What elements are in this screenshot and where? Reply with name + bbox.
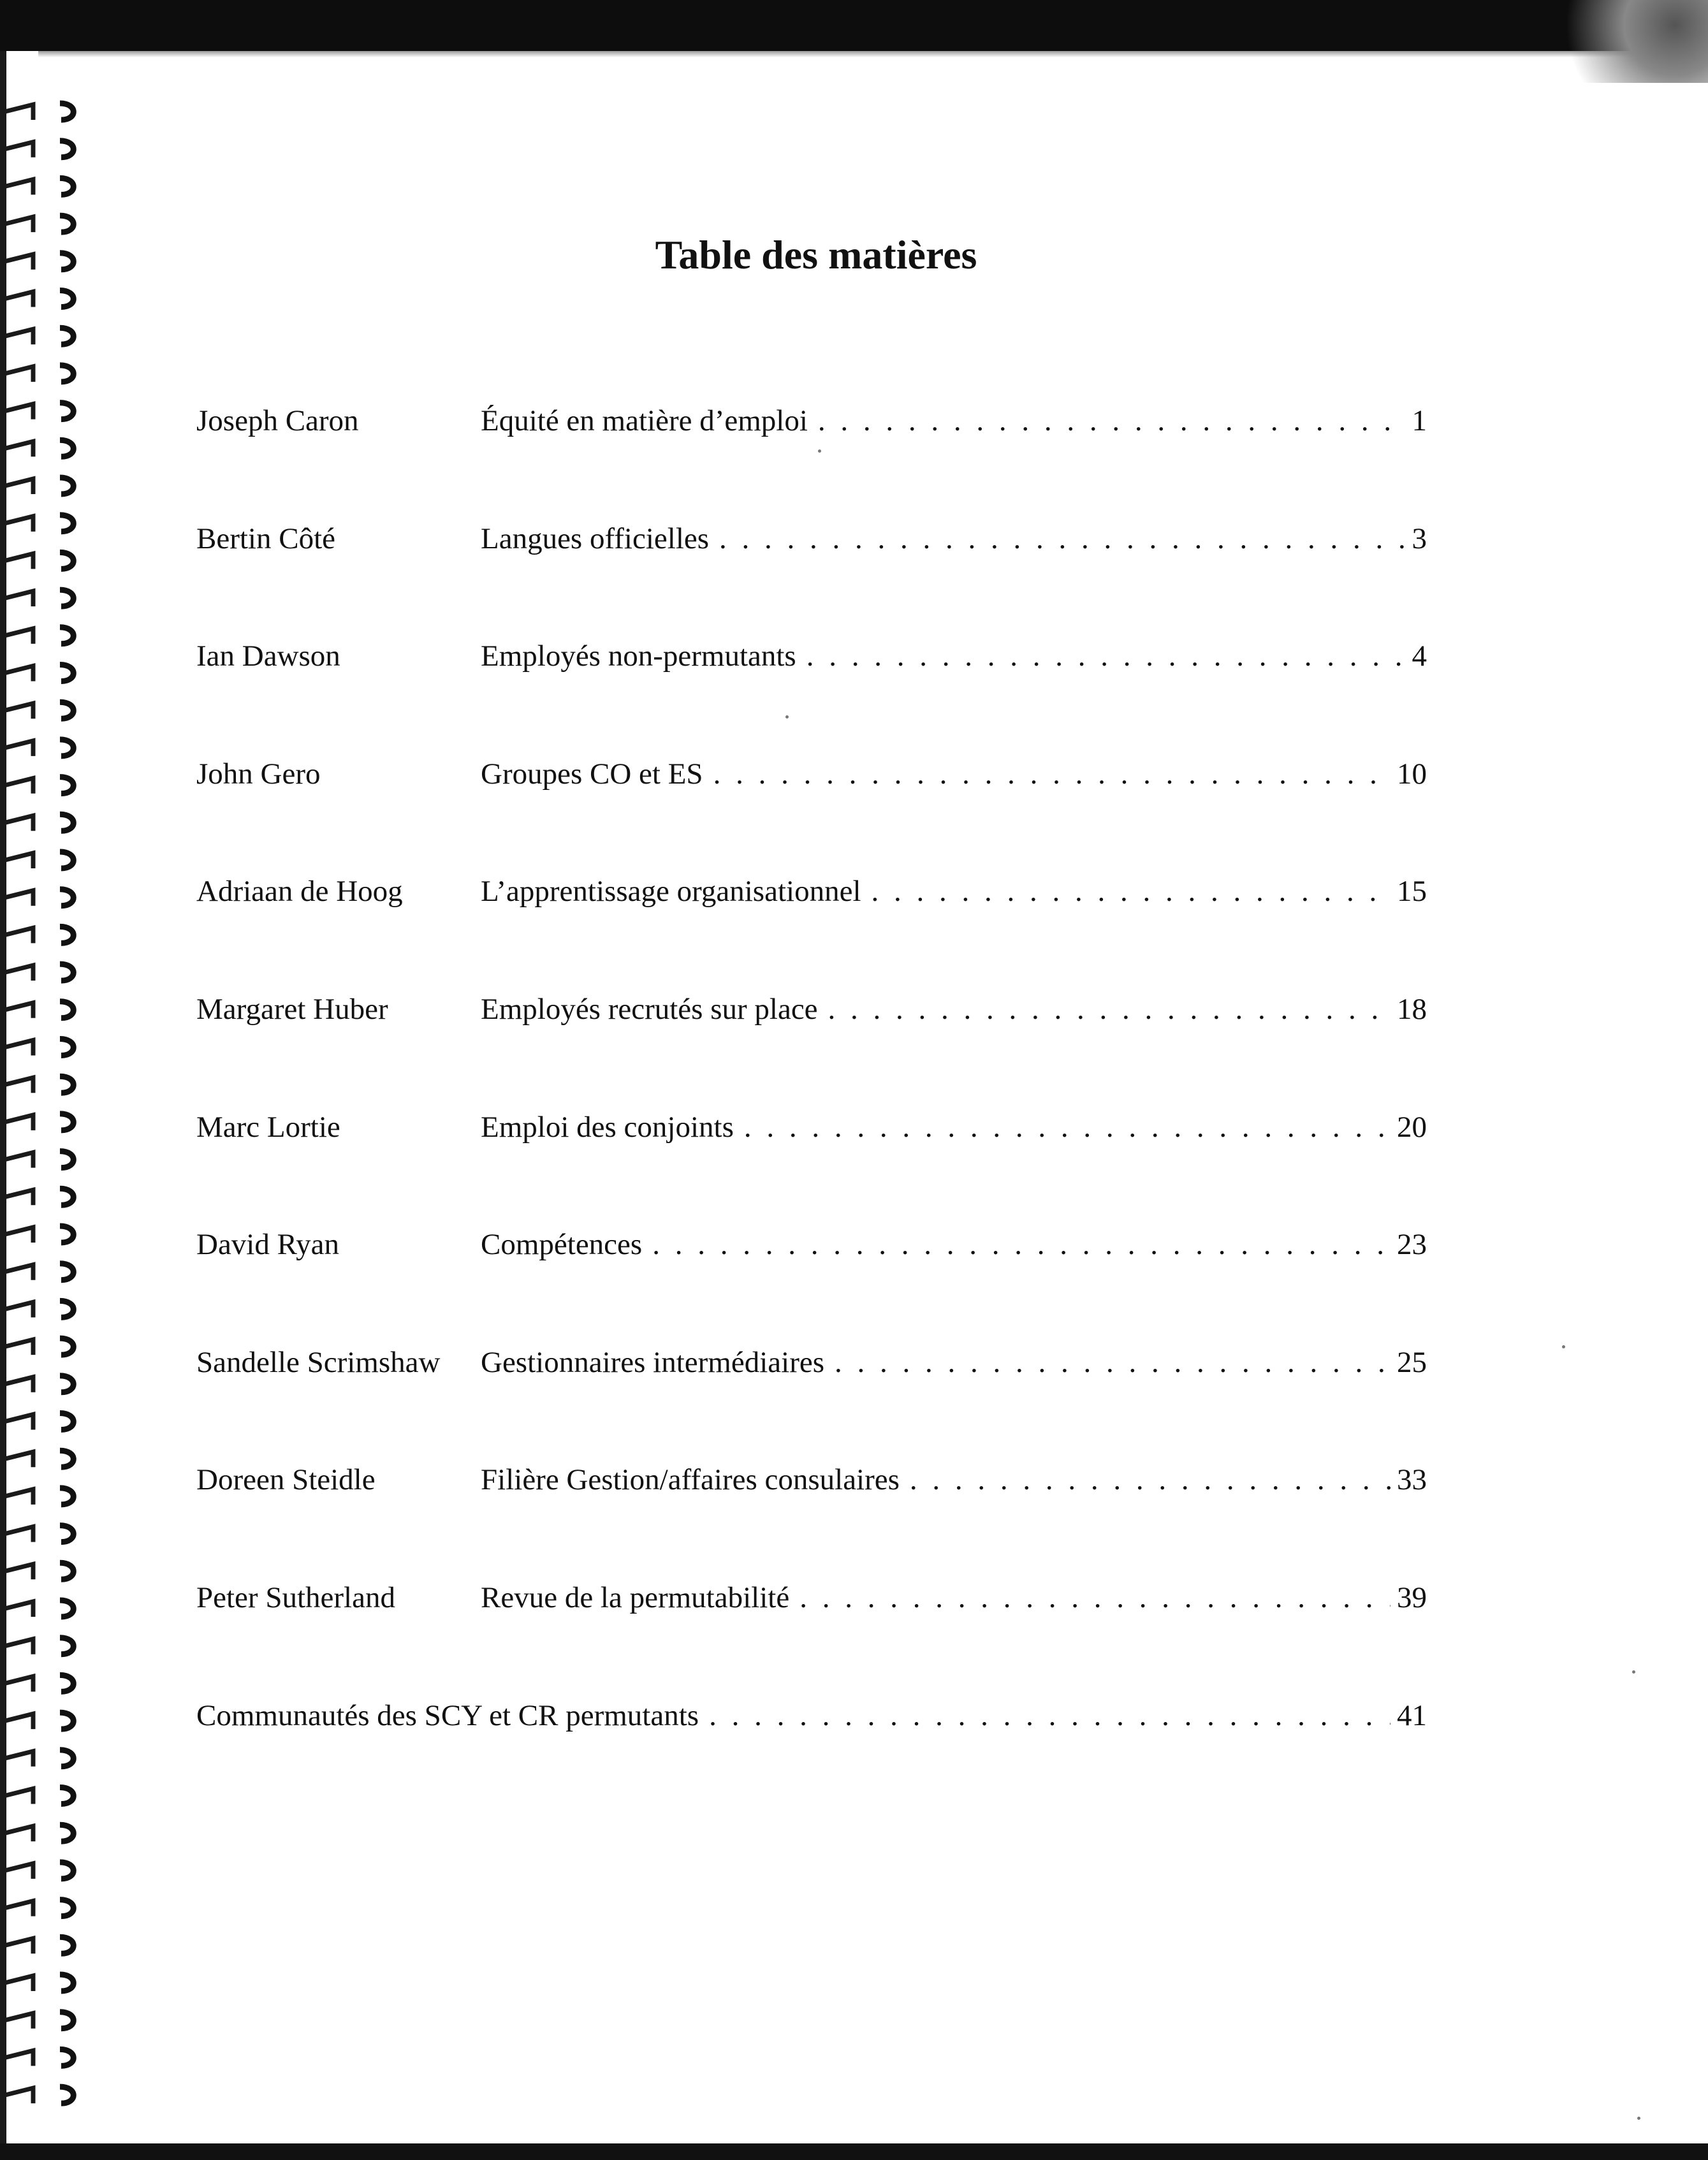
toc-author: Adriaan de Hoog xyxy=(196,875,403,909)
toc-dot-leader xyxy=(719,513,1405,564)
spiral-ring xyxy=(3,2087,73,2103)
spiral-ring xyxy=(3,852,73,868)
spiral-ring xyxy=(3,1900,73,1916)
spiral-ring xyxy=(3,1974,73,1991)
toc-row xyxy=(196,1690,1427,1808)
toc-row xyxy=(196,1219,1427,1337)
toc-entry xyxy=(481,866,1427,917)
spiral-ring xyxy=(3,1937,73,1953)
scan-speck xyxy=(785,715,789,719)
toc-row xyxy=(196,984,1427,1102)
toc-dot-leader xyxy=(818,395,1406,446)
toc-entry xyxy=(481,513,1427,564)
spiral-ring xyxy=(3,178,73,194)
toc-entry xyxy=(481,1337,1427,1388)
toc-author: Margaret Huber xyxy=(196,992,388,1026)
toc-topic: L’apprentissage organisationnel xyxy=(481,875,861,909)
toc-row xyxy=(196,1572,1427,1690)
spiral-ring xyxy=(3,2049,73,2066)
spiral-ring xyxy=(3,103,73,120)
toc-row xyxy=(196,1454,1427,1572)
toc-entry xyxy=(481,1102,1427,1153)
spiral-ring xyxy=(3,777,73,794)
toc-page-number: 33 xyxy=(1397,1463,1427,1497)
toc-dot-leader xyxy=(709,1690,1390,1741)
toc-author: Marc Lortie xyxy=(196,1110,340,1144)
scan-bottom-border xyxy=(0,2143,1708,2160)
spiral-ring xyxy=(3,665,73,682)
toc-topic: Employés non-permutants xyxy=(481,639,796,673)
scan-top-edge xyxy=(38,51,1670,57)
scan-speck xyxy=(1632,1670,1635,1674)
toc-row xyxy=(196,631,1427,748)
toc-author: Joseph Caron xyxy=(196,404,359,437)
toc-topic: Gestionnaires intermédiaires xyxy=(481,1345,825,1379)
spiral-ring xyxy=(3,1750,73,1767)
spiral-ring xyxy=(3,1788,73,1804)
spiral-ring xyxy=(3,1226,73,1243)
toc-dot-leader xyxy=(713,748,1390,799)
spiral-ring xyxy=(3,1264,73,1280)
spiral-ring xyxy=(3,590,73,606)
spiral-ring xyxy=(3,403,73,420)
toc-row xyxy=(196,866,1427,984)
toc-dot-leader xyxy=(828,984,1390,1035)
spiral-ring xyxy=(3,1675,73,1691)
toc-row xyxy=(196,513,1427,631)
toc-dot-leader xyxy=(835,1337,1390,1388)
toc-topic: Communautés des SCY et CR permutants xyxy=(196,1698,699,1732)
toc-entry xyxy=(481,1454,1427,1505)
toc-topic: Équité en matière d’emploi xyxy=(481,404,808,437)
scan-speck xyxy=(1637,2117,1640,2120)
spiral-ring xyxy=(3,1076,73,1093)
spiral-ring xyxy=(3,1488,73,1505)
toc-page-number: 20 xyxy=(1397,1110,1427,1144)
spiral-ring xyxy=(3,926,73,943)
toc-page-number: 1 xyxy=(1412,404,1427,437)
toc-page-number: 41 xyxy=(1397,1698,1427,1732)
toc-topic: Groupes CO et ES xyxy=(481,757,703,791)
toc-page-number: 18 xyxy=(1397,992,1427,1026)
toc-page-number: 15 xyxy=(1397,875,1427,909)
toc-entry xyxy=(196,1690,1427,1741)
toc-row xyxy=(196,395,1427,513)
toc-page-number: 25 xyxy=(1397,1345,1427,1379)
toc-topic: Revue de la permutabilité xyxy=(481,1580,790,1614)
toc-author: Ian Dawson xyxy=(196,639,340,673)
toc-author: Bertin Côté xyxy=(196,522,335,555)
toc-row xyxy=(196,1337,1427,1455)
spiral-ring xyxy=(3,1413,73,1430)
spiral-ring xyxy=(3,440,73,456)
toc-dot-leader xyxy=(799,1572,1390,1623)
spiral-ring xyxy=(3,1188,73,1205)
spiral-ring xyxy=(3,552,73,569)
spiral-ring xyxy=(3,1114,73,1130)
spiral-ring xyxy=(3,1638,73,1654)
spiral-ring xyxy=(3,328,73,344)
toc-entry xyxy=(481,395,1427,446)
spiral-ring xyxy=(3,702,73,719)
toc-dot-leader xyxy=(744,1102,1390,1153)
toc-entry xyxy=(481,984,1427,1035)
spiral-ring xyxy=(3,1376,73,1392)
toc-page-number: 39 xyxy=(1397,1580,1427,1614)
toc-entry xyxy=(481,631,1427,682)
spiral-ring xyxy=(3,1825,73,1841)
toc-author: Peter Sutherland xyxy=(196,1580,395,1614)
toc-row xyxy=(196,748,1427,866)
spiral-ring xyxy=(3,1563,73,1579)
spiral-ring xyxy=(3,478,73,494)
table-of-contents xyxy=(196,395,1427,1807)
scan-speck xyxy=(818,449,821,453)
spiral-ring xyxy=(3,1039,73,1056)
toc-entry xyxy=(481,1219,1427,1270)
spiral-ring xyxy=(3,1338,73,1355)
toc-page-number: 23 xyxy=(1397,1228,1427,1262)
toc-dot-leader xyxy=(807,631,1406,682)
spiral-ring xyxy=(3,1301,73,1317)
toc-page-number: 10 xyxy=(1397,757,1427,791)
spiral-ring xyxy=(3,1450,73,1467)
spiral-binding xyxy=(0,96,96,2123)
spiral-ring xyxy=(3,889,73,906)
spiral-ring xyxy=(3,1862,73,1879)
spiral-ring xyxy=(3,1526,73,1542)
spiral-ring xyxy=(3,365,73,382)
toc-author: David Ryan xyxy=(196,1228,339,1262)
page-title: Table des matières xyxy=(655,232,977,277)
toc-author: Doreen Steidle xyxy=(196,1463,376,1497)
toc-author: Sandelle Scrimshaw xyxy=(196,1345,441,1379)
spiral-ring xyxy=(3,215,73,232)
spiral-ring xyxy=(3,2012,73,2029)
toc-topic: Filière Gestion/affaires consulaires xyxy=(481,1463,900,1497)
spiral-ring xyxy=(3,964,73,981)
toc-entry xyxy=(481,1572,1427,1623)
toc-dot-leader xyxy=(910,1454,1390,1505)
spiral-ring xyxy=(3,627,73,644)
spiral-ring xyxy=(3,1712,73,1729)
spiral-ring xyxy=(3,141,73,157)
spiral-ring xyxy=(3,291,73,307)
toc-entry xyxy=(481,748,1427,799)
spiral-ring xyxy=(3,515,73,532)
toc-topic: Langues officielles xyxy=(481,522,710,555)
toc-topic: Emploi des conjoints xyxy=(481,1110,734,1144)
toc-dot-leader xyxy=(872,866,1391,917)
toc-page-number: 4 xyxy=(1412,639,1427,673)
spiral-ring xyxy=(3,1151,73,1168)
toc-page-number: 3 xyxy=(1412,522,1427,555)
toc-dot-leader xyxy=(652,1219,1390,1270)
spiral-ring xyxy=(3,1002,73,1018)
toc-topic: Compétences xyxy=(481,1228,643,1262)
scan-speck xyxy=(1562,1345,1565,1348)
spiral-ring xyxy=(3,814,73,831)
scan-top-border xyxy=(0,0,1708,51)
scan-corner-shadow xyxy=(1542,0,1708,83)
spiral-ring xyxy=(3,740,73,756)
toc-author: John Gero xyxy=(196,757,321,791)
toc-topic: Employés recrutés sur place xyxy=(481,992,818,1026)
toc-row xyxy=(196,1102,1427,1220)
spiral-ring xyxy=(3,1600,73,1617)
